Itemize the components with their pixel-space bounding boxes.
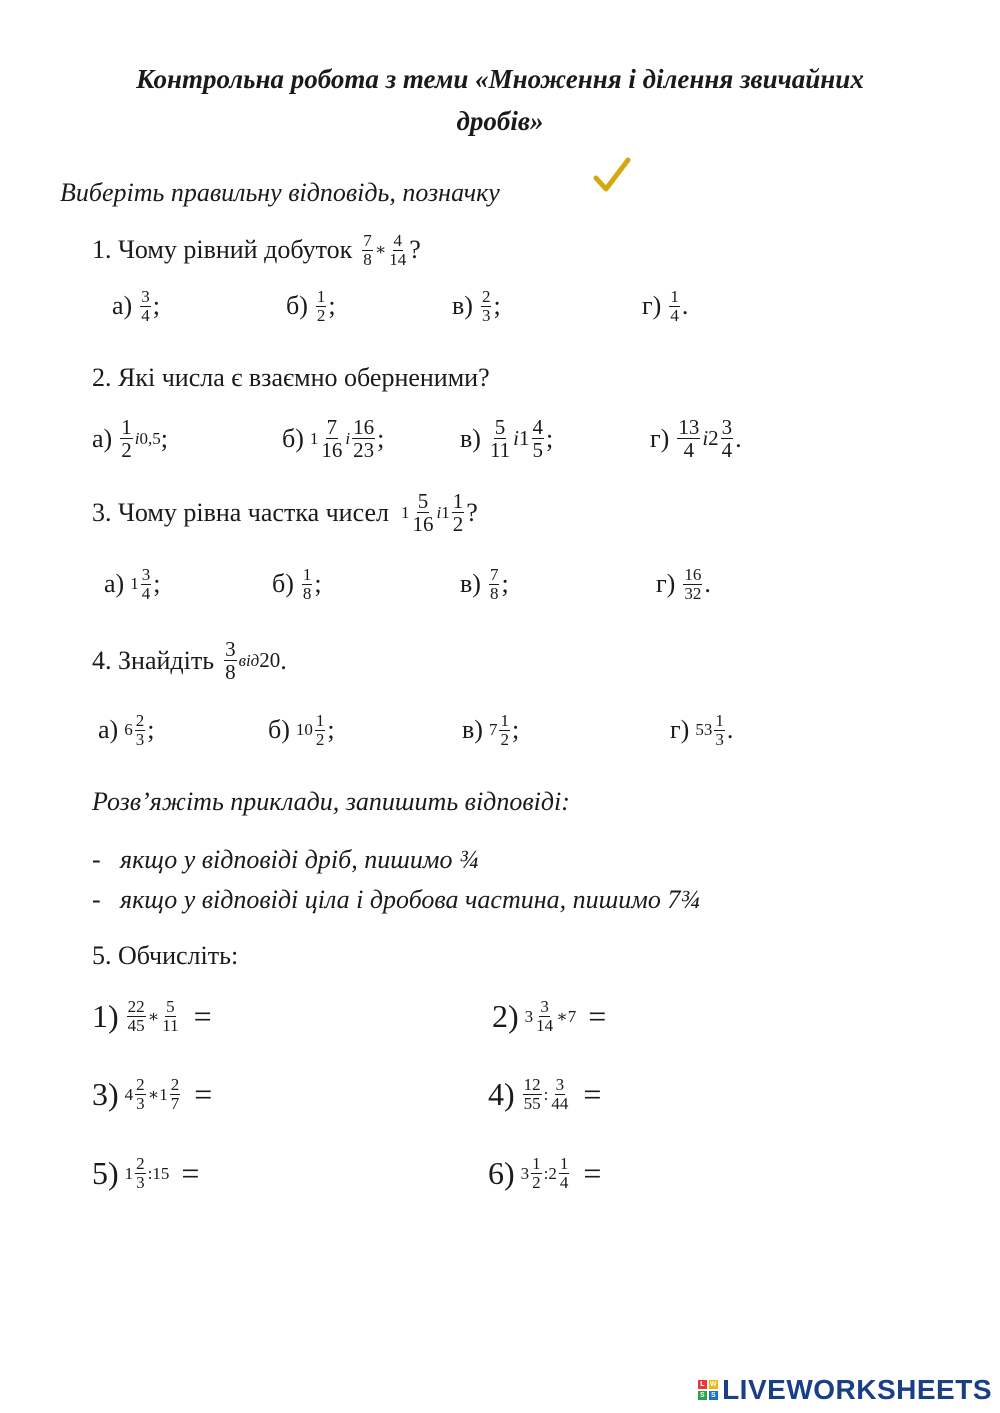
q3-option-a[interactable]: а) 1 $\frac{3}{4}$ ; — [104, 565, 161, 603]
exercise-3[interactable]: 3) 4 $\frac{2}{3}$ ∗ 1 $\frac{2}{7}$ = — [92, 1075, 213, 1113]
q4-option-a[interactable]: а) 6 $\frac{2}{3}$ ; — [98, 711, 155, 749]
exercise-2[interactable]: 2) 3 $\frac{3}{14}$ ∗ 7 = — [492, 997, 607, 1035]
solve-heading: Розв’яжіть приклади, запишить відповіді: — [92, 787, 570, 816]
question-mark: ? — [409, 235, 421, 265]
liveworksheets-logo[interactable] — [698, 1374, 992, 1406]
question-1-text: 1. Чому рівний добуток — [92, 235, 353, 265]
exercise-5[interactable]: 5) 1 $\frac{2}{3}$ : 15 = — [92, 1154, 200, 1192]
q3-option-d[interactable]: г) $\frac{16}{32}$ . — [656, 565, 711, 603]
exercise-4[interactable]: 4) $\frac{12}{55}$ : $\frac{3}{44}$ = — [488, 1075, 602, 1113]
question-2-text: 2. Які числа є взаємно оберненими? — [92, 363, 490, 392]
question-4: 4. Знайдіть $\frac{3}{8}$ від 20 . — [92, 637, 287, 685]
q4-option-b[interactable]: б) 10 $\frac{1}{2}$ ; — [268, 711, 335, 749]
rule-2: - якщо у відповіді ціла і дробова частина, пишимо 7¾ — [92, 885, 700, 914]
operator: ∗ — [374, 240, 387, 260]
exercise-6[interactable]: 6) 3 $\frac{1}{2}$ : 2 $\frac{1}{4}$ = — [488, 1154, 602, 1192]
checkmark-icon — [592, 156, 632, 196]
q1-option-d[interactable]: г) $\frac{1}{4}$ . — [642, 287, 689, 325]
page-title-line-2: дробів» — [456, 106, 544, 136]
fraction: $\frac{4}{14}$ — [389, 231, 407, 269]
q3-option-c[interactable]: в) $\frac{7}{8}$ ; — [460, 565, 509, 603]
question-5-text: 5. Обчисліть: — [92, 941, 239, 970]
q4-option-c[interactable]: в) 7 $\frac{1}{2}$ ; — [462, 711, 520, 749]
q2-option-a[interactable]: а) $\frac{1}{2}$ і 0,5 ; — [92, 415, 168, 463]
question-3-text: 3. Чому рівна частка чисел — [92, 497, 389, 527]
q1-option-b[interactable]: б) $\frac{1}{2}$ ; — [286, 287, 336, 325]
page-title-line-1: Контрольна робота з теми «Множення і ділення звичайних — [136, 64, 864, 94]
question-3: 3. Чому рівна частка чисел 1 $\frac{5}{16}$ і 1 $\frac{1}{2}$ ? — [92, 489, 478, 537]
question-4-text: 4. Знайдіть — [92, 645, 215, 675]
q1-option-c[interactable]: в) $\frac{2}{3}$ ; — [452, 287, 501, 325]
rule-1: - якщо у відповіді дріб, пишимо ¾ — [92, 845, 479, 874]
logo-icon: L W S S — [699, 1381, 718, 1399]
q4-option-d[interactable]: г) 53 $\frac{1}{3}$ . — [670, 711, 734, 749]
q1-option-a[interactable]: а) $\frac{3}{4}$ ; — [112, 287, 160, 325]
q3-option-b[interactable]: б) $\frac{1}{8}$ ; — [272, 565, 322, 603]
q2-option-d[interactable]: г) $\frac{13}{4}$ і 2 $\frac{3}{4}$ . — [650, 415, 742, 463]
q2-option-b[interactable]: б) 1 $\frac{7}{16}$ і $\frac{16}{23}$ ; — [282, 415, 385, 463]
question-1 — [92, 232, 421, 269]
fraction: $\frac{7}{8}$ — [363, 231, 372, 269]
q2-option-c[interactable]: в) $\frac{5}{11}$ і 1 $\frac{4}{5}$ ; — [460, 415, 554, 463]
exercise-1[interactable]: 1) $\frac{22}{45}$ ∗ $\frac{5}{11}$ = — [92, 997, 212, 1035]
logo-text: LIVEWORKSHEETS — [722, 1374, 992, 1405]
instruction-text: Виберіть правильну відповідь, позначку — [60, 178, 500, 207]
